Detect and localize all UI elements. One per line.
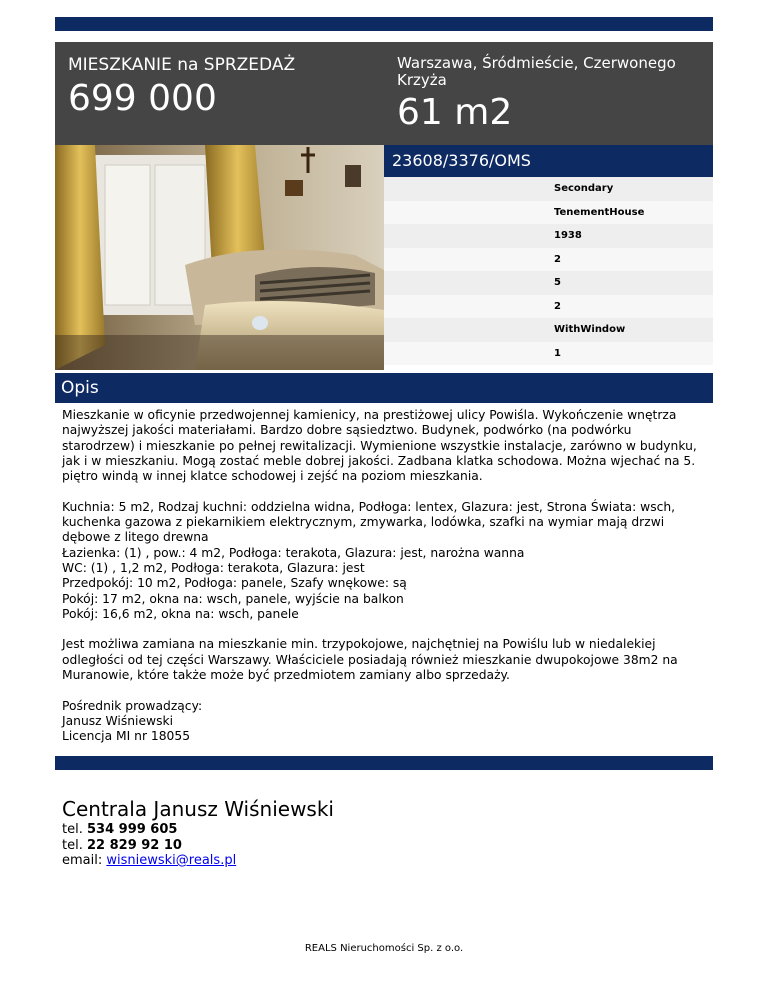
top-divider-bar	[55, 17, 713, 31]
room-line: Łazienka: (1) , pow.: 4 m2, Podłoga: terakota, Glazura: jest, narożna wanna	[62, 545, 525, 560]
listing-price: 699 000	[68, 78, 217, 119]
phone-number: 534 999 605	[86, 822, 178, 837]
phone-line	[62, 838, 702, 854]
attribute-value: 2	[554, 300, 561, 312]
attribute-value: 1	[554, 347, 561, 359]
description-paragraph: Mieszkanie w oficynie przedwojennej kamienicy, na prestiżowej ulicy Powiśla. Wykończenie wnętrza najwyższej jakości materiałami. Bardzo dobre sąsiedztwo. Budynek, podwórko (na podwórku starodrzew) i mieszkanie po pełnej rewitalizacji. Wymienione wszystkie instalacje, zarówno w budynku, jak i w mieszkaniu. Mogą zostać meble dobrej jakości. Zadbana klatka schodowa. Można wjechać na 5. piętro windą w innej klatce schodowej i zejść na poziom mieszkania.	[62, 408, 697, 484]
rooms-list	[62, 500, 702, 622]
attribute-row	[384, 224, 713, 248]
email-link[interactable]: wisniewski@reals.pl	[106, 853, 237, 868]
apartment-photo	[55, 145, 384, 370]
header-left	[68, 55, 295, 119]
phone-number: 22 829 92 10	[86, 837, 182, 853]
email-line	[62, 853, 702, 869]
attribute-row	[384, 177, 713, 201]
agent-name: Janusz Wiśniewski	[62, 713, 174, 728]
listing-type: MIESZKANIE na SPRZEDAŻ	[68, 55, 296, 75]
agent-heading: Pośrednik prowadzący:	[62, 698, 203, 713]
attribute-row	[384, 248, 713, 272]
agent-license: Licencja MI nr 18055	[62, 729, 191, 744]
listing-address: Warszawa, Śródmieście, Czerwonego Krzyża	[397, 54, 676, 89]
attribute-value: Secondary	[554, 183, 614, 195]
footer-company: REALS Nieruchomości Sp. z o.o.	[304, 943, 464, 954]
attribute-row	[384, 271, 713, 295]
room-line: Pokój: 16,6 m2, okna na: wsch, panele	[62, 606, 299, 621]
email-label: email:	[62, 853, 103, 868]
agent-info	[62, 699, 702, 745]
tel-label: tel.	[62, 837, 83, 853]
office-name: Centrala Janusz Wiśniewski	[62, 797, 334, 821]
header-right	[397, 55, 702, 133]
attribute-value: 1938	[554, 230, 582, 242]
phone-line	[62, 822, 702, 838]
office-contact	[62, 796, 702, 869]
attributes-table	[384, 177, 713, 365]
attribute-value: WithWindow	[554, 324, 626, 336]
description	[62, 408, 702, 760]
listing-id: 23608/3376/OMS	[392, 151, 531, 170]
attribute-row	[384, 342, 713, 366]
attribute-value: TenementHouse	[554, 206, 645, 218]
attribute-row	[384, 201, 713, 225]
room-line: Kuchnia: 5 m2, Rodzaj kuchni: oddzielna widna, Podłoga: lentex, Glazura: jest, Strona Świata: wsch, kuchenka gazowa z piekarnikiem elektrycznym, zmywarka, lodówka, szafki na wymiar mają drzwi dębowe z litego drewna	[62, 499, 676, 545]
section-title: Opis	[61, 378, 99, 398]
description-paragraph: Jest możliwa zamiana na mieszkanie min. trzypokojowe, najchętniej na Powiślu lub w niedalekiej odległości od tej części Warszawy. Właściciele posiadają również mieszkanie dwupokojowe 38m2 na Muranowie, które także może być przedmiotem zamiany albo sprzedaży.	[62, 637, 678, 683]
listing-id-bar	[384, 145, 713, 177]
listing-area: 61 m2	[397, 92, 513, 133]
attribute-value: 5	[554, 277, 561, 289]
apartment-photo-image	[55, 145, 384, 370]
middle-divider-bar	[55, 756, 713, 770]
room-line: WC: (1) , 1,2 m2, Podłoga: terakota, Glazura: jest	[62, 560, 365, 575]
attribute-value: 2	[554, 253, 561, 265]
listing-header	[55, 42, 713, 145]
tel-label: tel.	[62, 822, 83, 837]
room-line: Pokój: 17 m2, okna na: wsch, panele, wyjście na balkon	[62, 591, 404, 606]
attribute-row	[384, 295, 713, 319]
room-line: Przedpokój: 10 m2, Podłoga: panele, Szafy wnękowe: są	[62, 576, 407, 591]
description-section-bar	[55, 373, 713, 403]
attribute-row	[384, 318, 713, 342]
